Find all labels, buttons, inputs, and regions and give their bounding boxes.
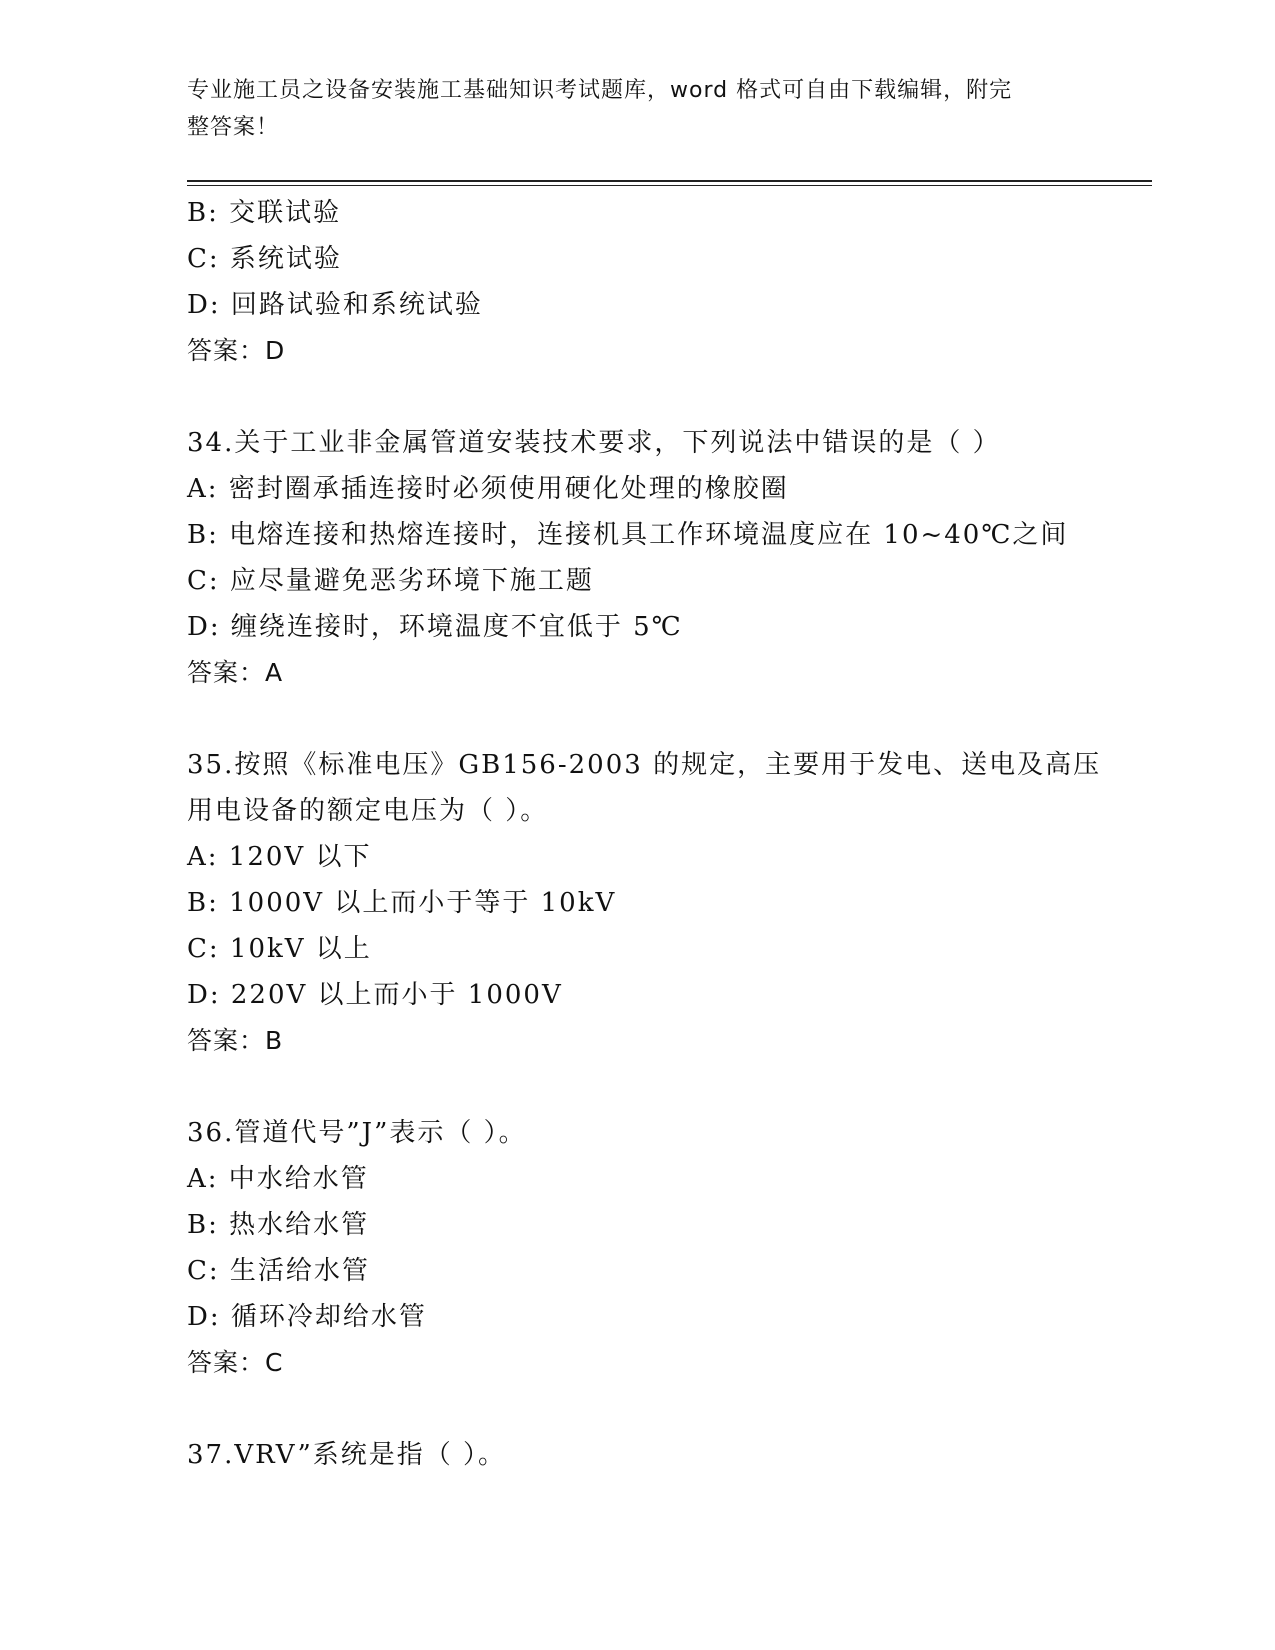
q33-option-b: B: 交联试验 xyxy=(187,198,342,228)
q36-option-a: A: 中水给水管 xyxy=(187,1164,369,1194)
header-divider-thick xyxy=(187,180,1152,182)
q33-option-c: C: 系统试验 xyxy=(187,244,342,274)
question-33-block xyxy=(187,190,1087,374)
question-list xyxy=(187,190,1102,1478)
q35-option-a: A: 120V 以下 xyxy=(187,842,372,872)
q34-option-d: D: 缠绕连接时，环境温度不宜低于 5℃ xyxy=(187,612,683,642)
question-34-block xyxy=(187,420,1087,696)
spacer xyxy=(187,374,1087,420)
q35-option-c: C: 10kV 以上 xyxy=(187,934,372,964)
header-line-1: 专业施工员之设备安装施工基础知识考试题库，word 格式可自由下载编辑，附完 xyxy=(187,78,1013,103)
q35-option-b: B: 1000V 以上而小于等于 10kV xyxy=(187,888,617,918)
q35-question-line-2: 用电设备的额定电压为（ ）。 xyxy=(187,796,549,826)
q36-option-c: C: 生活给水管 xyxy=(187,1256,370,1286)
spacer xyxy=(187,1064,1087,1110)
q34-answer: 答案：A xyxy=(187,658,284,687)
question-36-block xyxy=(187,1110,1087,1386)
spacer xyxy=(187,1386,1087,1432)
q34-option-a: A: 密封圈承插连接时必须使用硬化处理的橡胶圈 xyxy=(187,474,789,504)
document-header xyxy=(187,72,1067,146)
q35-option-d: D: 220V 以上而小于 1000V xyxy=(187,980,563,1010)
q36-option-d: D: 循环冷却给水管 xyxy=(187,1302,427,1332)
question-35-block xyxy=(187,742,1102,1064)
header-divider-thin xyxy=(187,185,1152,186)
q36-answer: 答案：C xyxy=(187,1348,284,1377)
q35-question-line-1: 35.按照《标准电压》GB156-2003 的规定，主要用于发电、送电及高压 xyxy=(187,750,1102,780)
q36-question: 36.管道代号”J”表示（ ）。 xyxy=(187,1118,527,1148)
q33-answer: 答案：D xyxy=(187,336,286,365)
q34-question: 34.关于工业非金属管道安装技术要求，下列说法中错误的是（ ） xyxy=(187,428,1001,458)
q33-option-d: D: 回路试验和系统试验 xyxy=(187,290,483,320)
question-37-block xyxy=(187,1432,1087,1478)
q36-option-b: B: 热水给水管 xyxy=(187,1210,370,1240)
q34-option-c: C: 应尽量避免恶劣环境下施工题 xyxy=(187,566,594,596)
q35-answer: 答案：B xyxy=(187,1026,284,1055)
q34-option-b: B: 电熔连接和热熔连接时，连接机具工作环境温度应在 10~40℃之间 xyxy=(187,520,1069,550)
q37-question: 37.VRV”系统是指（ ）。 xyxy=(187,1440,507,1470)
header-line-2: 整答案！ xyxy=(187,115,280,140)
spacer xyxy=(187,696,1087,742)
